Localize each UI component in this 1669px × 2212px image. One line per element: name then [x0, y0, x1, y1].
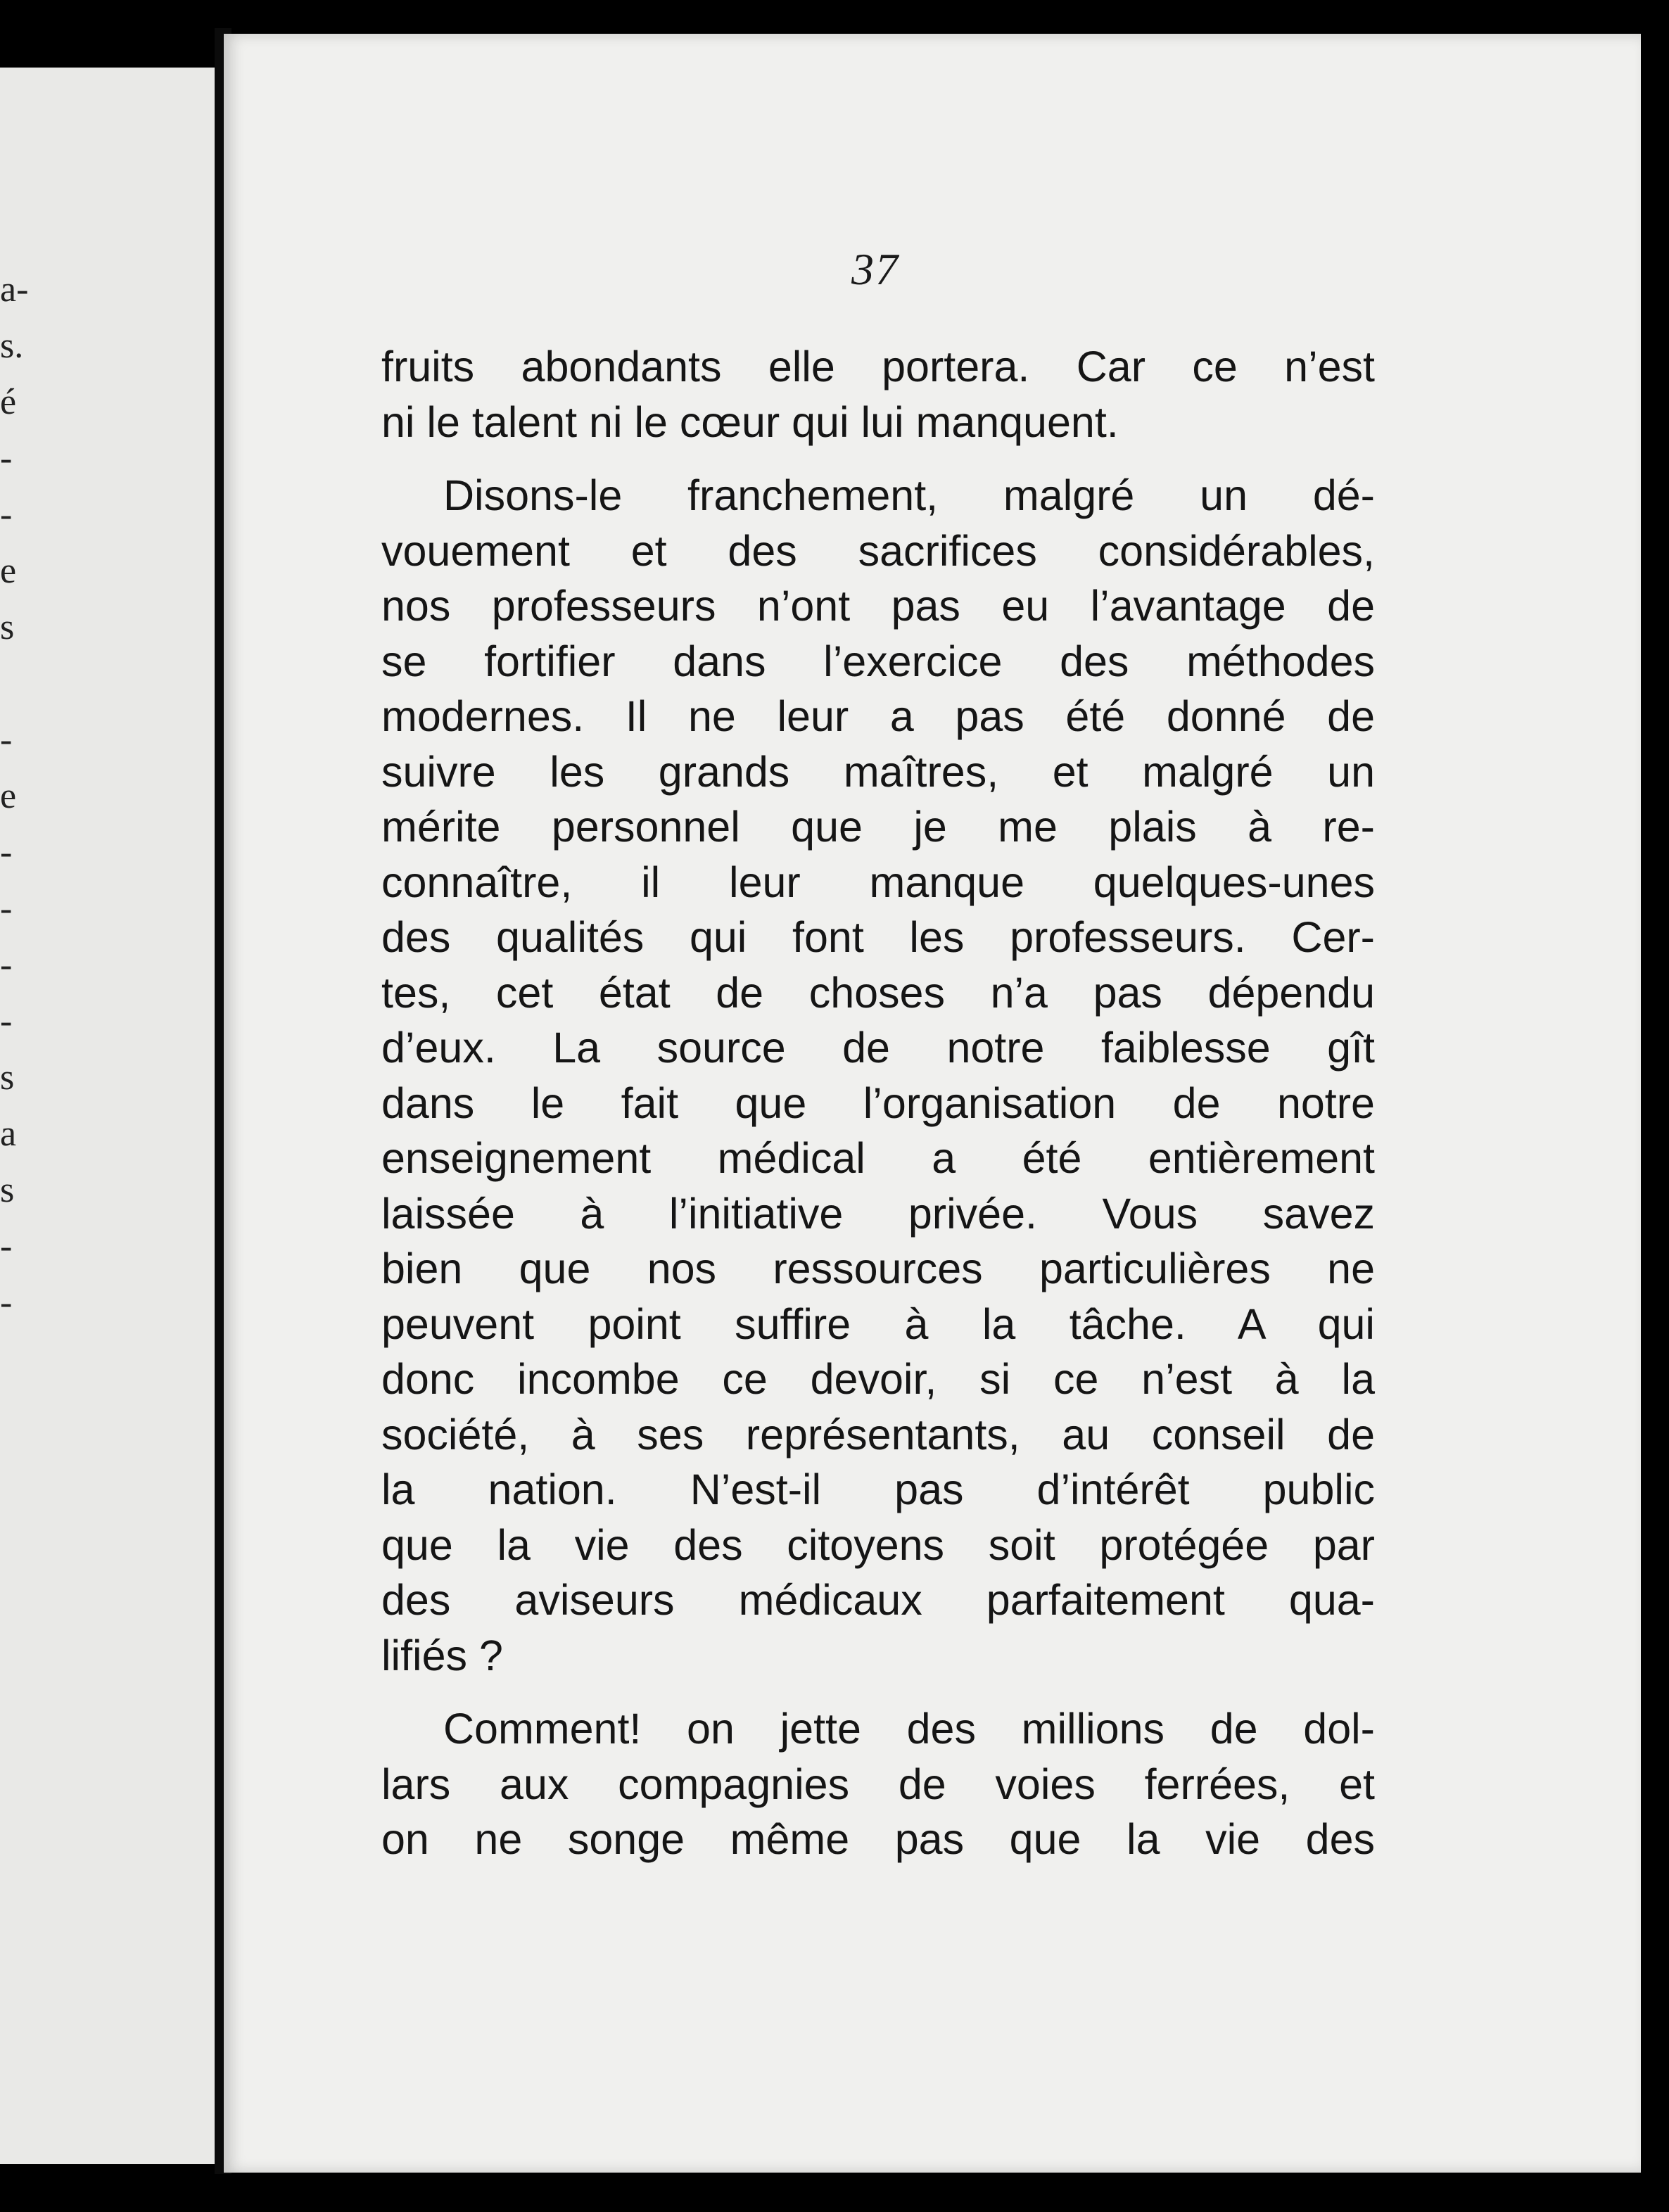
text-line: Comment! on jette des millions de dol- [443, 1705, 1375, 1753]
text-line: des aviseurs médicaux parfaitement qua- [381, 1576, 1375, 1624]
facing-page-fragment: s [0, 1170, 15, 1210]
facing-page-fragment: - [0, 438, 13, 478]
facing-page-fragment: - [0, 945, 13, 985]
facing-page-fragment: a [0, 1114, 17, 1154]
facing-page-fragment: - [0, 1226, 13, 1266]
page-number: 37 [851, 244, 899, 294]
text-line: modernes. Il ne leur a pas été donné de [381, 692, 1375, 740]
text-line: ni le talent ni le cœur qui lui manquent. [381, 398, 1119, 446]
text-line: fruits abondants elle portera. Car ce n’est [381, 343, 1375, 390]
paragraph-1 [381, 339, 1375, 450]
text-line: dans le fait que l’organisation de notre [381, 1079, 1375, 1127]
text-line: société, à ses représentants, au conseil de [381, 1410, 1375, 1458]
text-line: la nation. N’est-il pas d’intérêt public [381, 1466, 1375, 1513]
text-line: laissée à l’initiative privée. Vous savez [381, 1189, 1375, 1238]
text-line: on ne songe même pas que la vie des [381, 1815, 1375, 1863]
paragraph-3 [381, 1701, 1375, 1867]
facing-page-edge [0, 68, 220, 2164]
facing-page-fragment: - [0, 889, 13, 929]
facing-page-fragment: s. [0, 326, 24, 366]
facing-page-fragment: e [0, 776, 17, 816]
facing-page-fragment: - [0, 495, 13, 535]
facing-page-fragment: - [0, 1001, 13, 1041]
facing-page-fragment: - [0, 720, 13, 760]
text-line: peuvent point suffire à la tâche. A qui [381, 1299, 1375, 1348]
facing-page-fragment: é [0, 382, 17, 422]
text-line: Disons-le franchement, malgré un dé- [443, 471, 1375, 519]
facing-page-fragment: e [0, 551, 17, 591]
text-line: que la vie des citoyens soit protégée par [381, 1520, 1375, 1569]
text-line: lars aux compagnies de voies ferrées, et [381, 1760, 1375, 1808]
text-line: vouement et des sacrifices considérables, [381, 526, 1375, 575]
facing-page-fragment: s [0, 1057, 15, 1098]
text-line: d’eux. La source de notre faiblesse gît [381, 1024, 1375, 1072]
text-line: suivre les grands maîtres, et malgré un [381, 747, 1375, 796]
text-line: lifiés ? [381, 1631, 503, 1679]
text-line: mérite personnel que je me plais à re- [381, 803, 1375, 851]
text-line: tes, cet état de choses n’a pas dépendu [381, 968, 1375, 1017]
facing-page-fragment: s [0, 607, 15, 647]
paragraph-2 [381, 468, 1375, 1683]
text-line: des qualités qui font les professeurs. Cer- [381, 913, 1375, 961]
text-line: enseignement médical a été entièrement [381, 1134, 1375, 1182]
text-line: donc incombe ce devoir, si ce n’est à la [381, 1355, 1375, 1403]
text-line: se fortifier dans l’exercice des méthodes [381, 637, 1375, 685]
facing-page-fragment: a- [0, 269, 29, 310]
facing-page-fragment: - [0, 832, 13, 872]
text-line: bien que nos ressources particulières ne [381, 1245, 1375, 1292]
text-line: connaître, il leur manque quelques-unes [381, 858, 1375, 906]
facing-page-fragment: - [0, 1283, 13, 1323]
text-line: nos professeurs n’ont pas eu l’avantage de [381, 582, 1375, 630]
page-body-text [381, 339, 1375, 1867]
